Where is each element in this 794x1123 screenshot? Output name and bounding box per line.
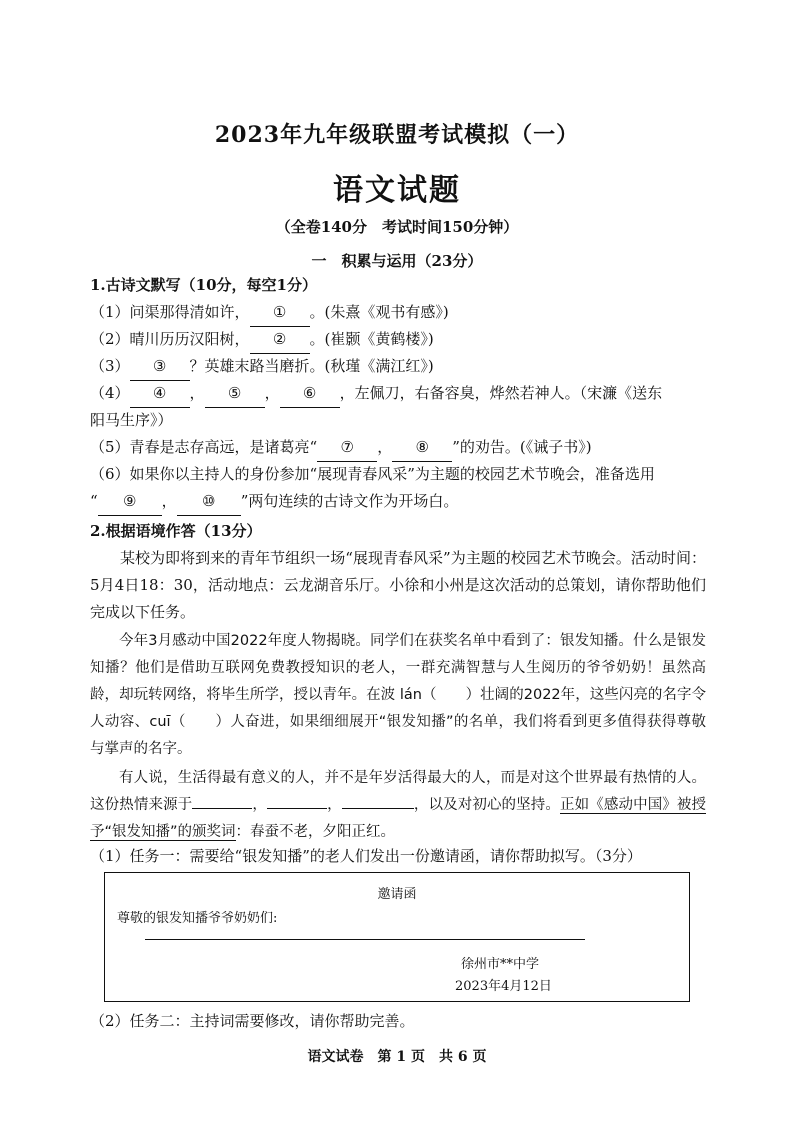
q1-item-6: （6）如果你以主持人的身份参加“展现青春风采”为主题的校园艺术节晚会，准备选用	[90, 465, 655, 483]
invitation-title: 邀请函	[377, 887, 417, 902]
answer-blank-3[interactable]: ③	[130, 353, 190, 381]
q1-item-1-text: （1）问渠那得清如许，	[90, 303, 250, 321]
passage-2-mid: ，以及对初心的坚持。	[413, 797, 561, 813]
task-2: （2）任务二：主持词需要修改，请你帮助完善。	[90, 1012, 415, 1030]
q1-item-5-source: ”的劝告。(《诫子书》)	[452, 438, 592, 456]
section-title: 一 积累与运用（23分）	[311, 252, 483, 270]
page-footer: 语文试卷 第 1 页 共 6 页	[307, 1049, 487, 1065]
invitation-greeting: 尊敬的银发知播爷爷奶奶们:	[117, 911, 278, 926]
invitation-date: 2023年4月12日	[455, 979, 552, 994]
fill-blank-a[interactable]	[192, 808, 252, 809]
q2-passage-1: 今年3月感动中国2022年度人物揭晓。同学们在获奖名单中看到了：银发知播。什么是银发知播？他们是借助互联网免费教授知识的老人，一群充满智慧与人生阅历的爷爷奶奶！虽然高龄，却玩转网络，将毕生所学，授以青年。在波 lán（ ）壮阔的2022年，这些闪亮的名字令人动容、cuī（ ）人奋进，如果细细展开“银发知播”的名单，我们将看到更多值得获得尊敬与掌声的名字。	[90, 633, 706, 757]
answer-blank-7[interactable]: ⑦	[317, 434, 377, 462]
exam-meta: （全卷140分 考试时间150分钟）	[275, 218, 519, 236]
invitation-school: 徐州市**中学	[461, 957, 540, 972]
q1-item-4-rest: ，左佩刀，右备容臭，烨然若神人。（宋濂《送东	[339, 384, 663, 402]
exam-title: 2023年九年级联盟考试模拟（一）	[214, 122, 580, 148]
invitation-box	[104, 872, 690, 1002]
q1-item-3-text: （3）	[90, 357, 130, 375]
fill-blank-c[interactable]	[342, 808, 414, 809]
answer-blank-10[interactable]: ⑩	[177, 488, 241, 516]
q1-item-5-text: （5）青春是志存高远，是诸葛亮“	[90, 438, 318, 456]
separator: ，	[327, 797, 342, 813]
q1-item-4: （4） ④ ， ⑤ ， ⑥ ，左佩刀，右备容臭，烨然若神人。（宋濂《送东	[90, 380, 706, 408]
answer-blank-9[interactable]: ⑨	[98, 488, 162, 516]
q1-item-6-rest: ”两句连续的古诗文作为开场白。	[240, 492, 459, 510]
answer-blank-8[interactable]: ⑧	[392, 434, 452, 462]
q1-item-4-continued: 阳马生序》）	[90, 411, 173, 429]
q1-item-4-text: （4）	[90, 384, 130, 402]
q1-item-3-source: ？英雄末路当磨折。(秋瑾《满江红》)	[189, 357, 434, 375]
q1-item-3	[90, 353, 706, 381]
answer-blank-2[interactable]: ②	[250, 326, 310, 354]
q1-item-2	[90, 326, 706, 354]
q1-item-1	[90, 299, 706, 327]
q2-passage-2	[90, 765, 706, 846]
q1-item-1-source: 。(朱熹《观书有感》)	[309, 303, 449, 321]
invitation-writing-line[interactable]	[145, 939, 585, 940]
q1-item-2-source: 。(崔颢《黄鹤楼》)	[309, 330, 434, 348]
q2-heading: 2.根据语境作答（13分）	[90, 522, 262, 540]
q1-item-2-text: （2）晴川历历汉阳树，	[90, 330, 250, 348]
subject-title: 语文试题	[333, 173, 461, 208]
answer-blank-6[interactable]: ⑥	[280, 380, 340, 408]
open-quote: “	[90, 492, 98, 510]
fill-blank-b[interactable]	[267, 808, 327, 809]
q2-intro: 某校为即将到来的青年节组织一场“展现青春风采”为主题的校园艺术节晚会。活动时间：5月4日18：30，活动地点：云龙湖音乐厅。小徐和小州是这次活动的总策划，请你帮助他们完成以下任务。	[90, 549, 706, 621]
q1-item-5: （5）青春是志存高远，是诸葛亮“ ⑦ ， ⑧ ”的劝告。(《诫子书》)	[90, 434, 706, 462]
answer-blank-4[interactable]: ④	[130, 380, 190, 408]
passage-2-text: 有人说，生活得最有意义的人，并不是年岁活得最大的人，而是对这个世界最有热情的人。这份热情来源于	[90, 770, 706, 813]
answer-blank-5[interactable]: ⑤	[205, 380, 265, 408]
underlined-sentence: 正如《感动中国》被授予“银发知播”的颁奖词	[90, 797, 707, 840]
q1-heading: 1.古诗文默写（10分，每空1分）	[90, 276, 317, 294]
passage-2-end: ：春蚕不老，夕阳正红。	[235, 824, 396, 840]
separator: ，	[252, 797, 268, 813]
q1-item-6-continued: “ ⑨ ， ⑩ ”两句连续的古诗文作为开场白。	[90, 488, 706, 516]
answer-blank-1[interactable]: ①	[250, 299, 310, 327]
task-1: （1）任务一：需要给“银发知播”的老人们发出一份邀请函，请你帮助拟写。（3分）	[90, 847, 642, 865]
